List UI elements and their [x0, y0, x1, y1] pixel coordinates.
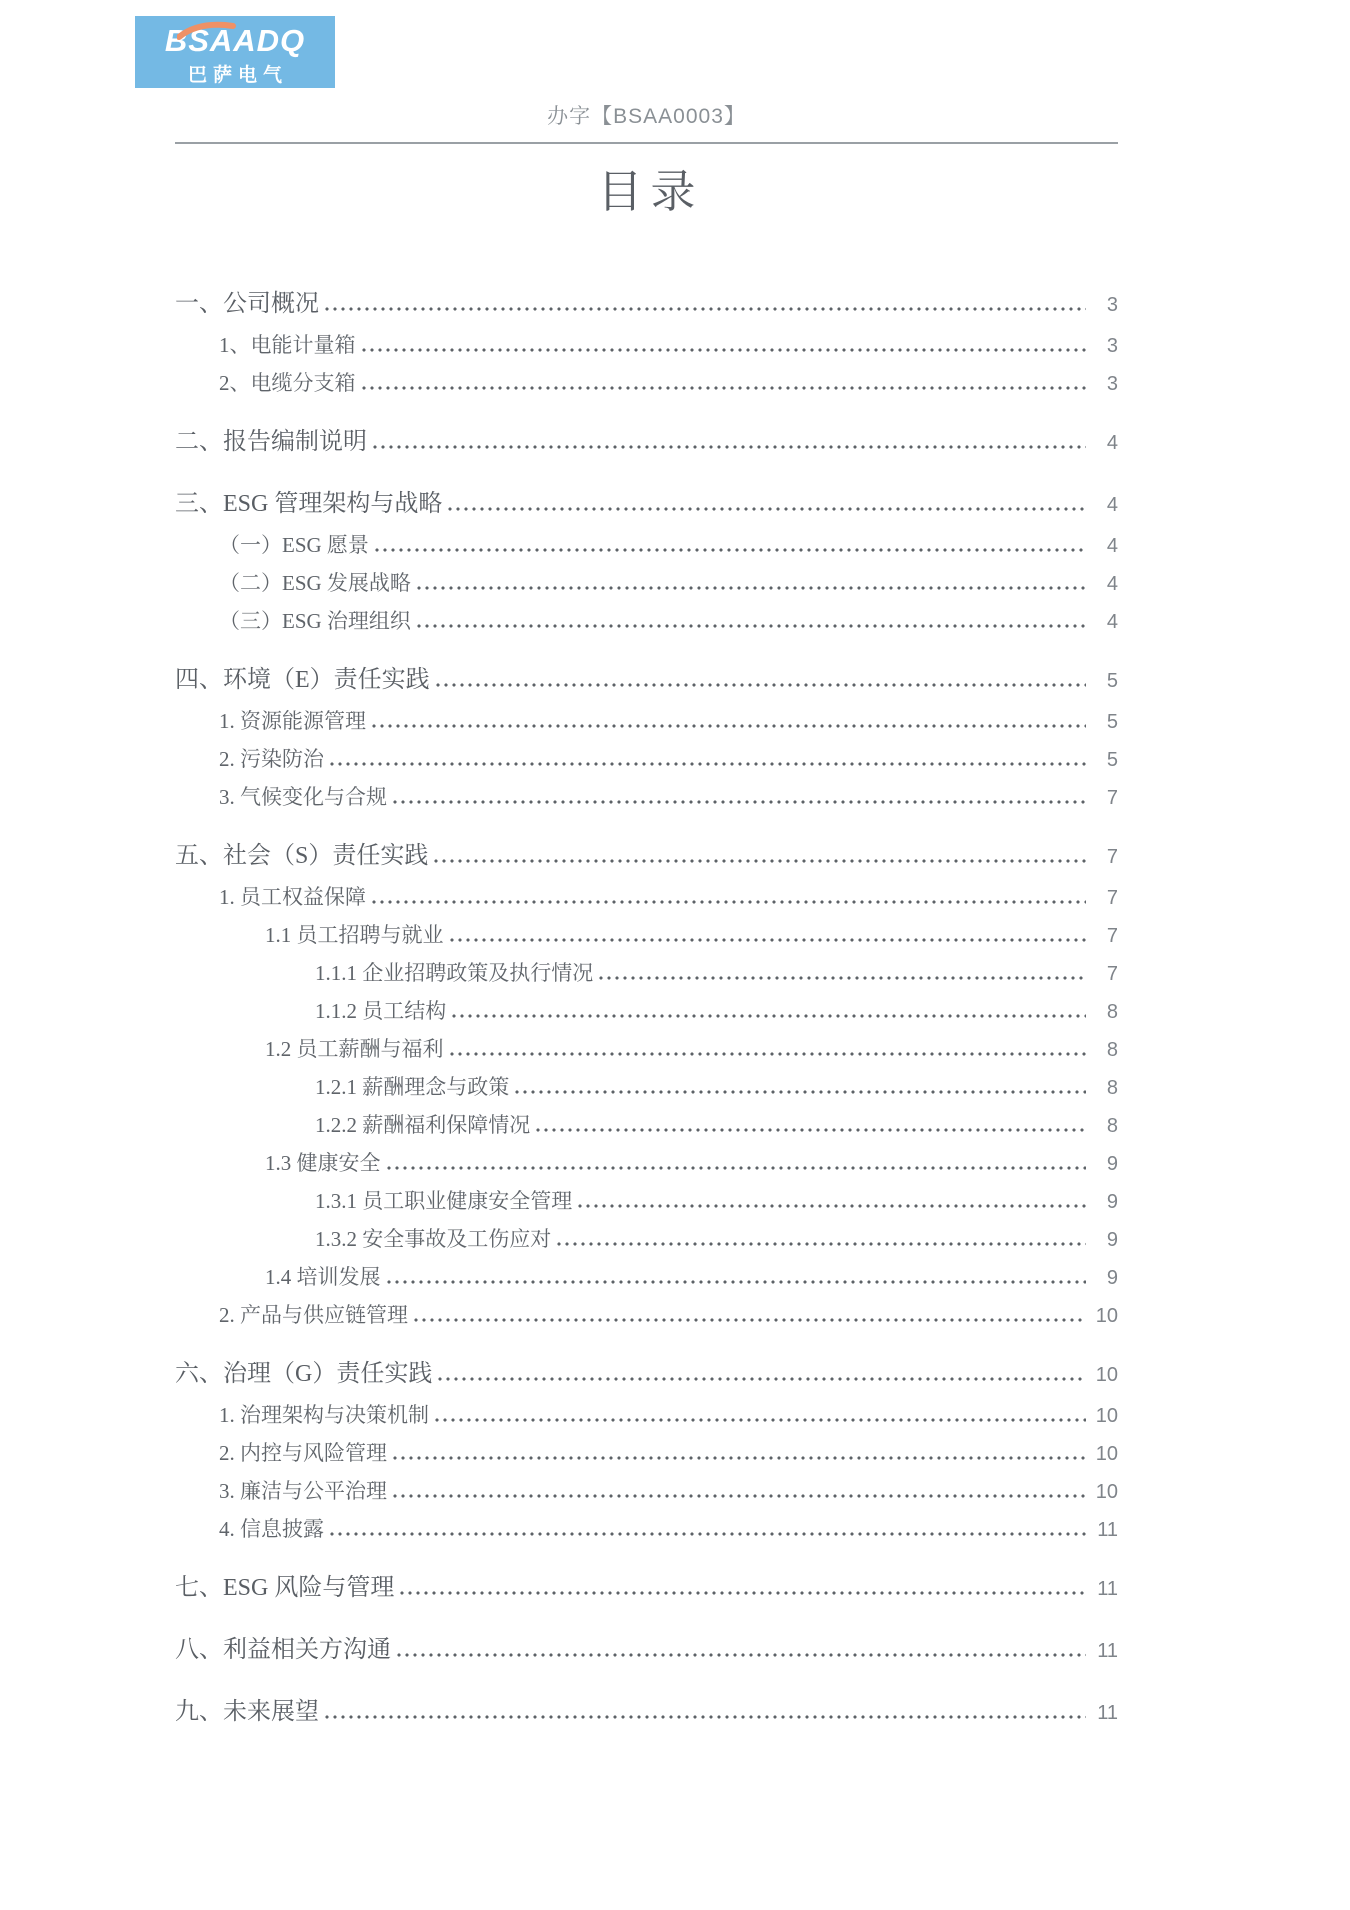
toc-entry-label: 1. 治理架构与决策机制: [219, 1403, 429, 1427]
page-title: 目录: [597, 167, 704, 217]
toc-entry: [175, 364, 1118, 402]
toc-entry: [175, 992, 1118, 1030]
dot-leader: [393, 1456, 1086, 1460]
toc-entry: [175, 1296, 1118, 1334]
toc-entry: [175, 1144, 1118, 1182]
dot-leader: [330, 762, 1086, 766]
toc-entry-label: 1.2.2 薪酬福利保障情况: [315, 1113, 531, 1137]
dot-leader: [372, 900, 1086, 904]
dot-leader: [373, 445, 1086, 449]
dot-leader: [362, 348, 1087, 352]
toc-entry-page: 4: [1106, 432, 1118, 454]
toc-entry-label: 1、电能计量箱: [219, 333, 356, 357]
toc-entry: [175, 702, 1118, 740]
toc-entry: [175, 420, 1118, 464]
dot-leader: [372, 724, 1086, 728]
toc-entry-label: 四、环境（E）责任实践: [175, 667, 430, 693]
toc-entry-page: 5: [1106, 670, 1118, 692]
toc-entry: [175, 1690, 1118, 1734]
toc-entry-label: （二）ESG 发展战略: [219, 571, 411, 595]
toc-entry-page: 10: [1095, 1443, 1118, 1465]
toc-entry-label: （三）ESG 治理组织: [219, 609, 411, 633]
company-logo: [135, 16, 335, 88]
toc-entry: [175, 564, 1118, 602]
dot-leader: [599, 976, 1086, 980]
dot-leader: [417, 624, 1086, 628]
toc-entry-label: 1.2 员工薪酬与福利: [265, 1037, 444, 1061]
toc-entry: [175, 1182, 1118, 1220]
toc-entry-page: 7: [1106, 887, 1118, 909]
toc-entry: [175, 1472, 1118, 1510]
dot-leader: [557, 1242, 1086, 1246]
dot-leader: [417, 586, 1086, 590]
logo-swoosh-icon: [177, 21, 237, 41]
toc-entry: [175, 526, 1118, 564]
dot-leader: [325, 1715, 1086, 1719]
toc-entry-page: 11: [1097, 1640, 1118, 1662]
toc-entry-page: 7: [1106, 925, 1118, 947]
toc-entry: [175, 1106, 1118, 1144]
dot-leader: [387, 1280, 1087, 1284]
toc-entry-page: 4: [1106, 611, 1118, 633]
toc-entry-label: 1.1.1 企业招聘政策及执行情况: [315, 961, 594, 985]
toc-entry: [175, 658, 1118, 702]
toc-entry-label: 九、未来展望: [175, 1699, 319, 1725]
toc-entry-page: 4: [1106, 535, 1118, 557]
dot-leader: [400, 1591, 1086, 1595]
toc-entry-page: 9: [1106, 1153, 1118, 1175]
toc-entry-page: 9: [1106, 1229, 1118, 1251]
toc-entry-label: 1.1.2 员工结构: [315, 999, 447, 1023]
toc-entry: [175, 916, 1118, 954]
toc-entry: [175, 1396, 1118, 1434]
toc-entry: [175, 778, 1118, 816]
dot-leader: [436, 683, 1086, 687]
toc-entry-page: 9: [1106, 1267, 1118, 1289]
toc-entry-page: 11: [1097, 1578, 1118, 1600]
dot-leader: [397, 1653, 1086, 1657]
toc-entry: [175, 954, 1118, 992]
dot-leader: [393, 800, 1086, 804]
toc-entry-page: 7: [1106, 963, 1118, 985]
logo-brand-text: BSAADQ: [164, 23, 306, 58]
toc-entry-label: 1.2.1 薪酬理念与政策: [315, 1075, 510, 1099]
toc-entry-label: 五、社会（S）责任实践: [175, 843, 429, 869]
toc-entry-page: 11: [1097, 1519, 1118, 1541]
toc-entry-label: 2. 产品与供应链管理: [219, 1303, 408, 1327]
dot-leader: [515, 1090, 1086, 1094]
toc-entry: [175, 878, 1118, 916]
toc-entry-label: 三、ESG 管理架构与战略: [175, 491, 443, 517]
toc-entry: [175, 1566, 1118, 1610]
toc-entry-page: 8: [1106, 1001, 1118, 1023]
toc-entry-label: 1.3 健康安全: [265, 1151, 381, 1175]
toc-entry-page: 5: [1106, 749, 1118, 771]
toc-entry-label: 一、公司概况: [175, 291, 319, 317]
dot-leader: [414, 1318, 1086, 1322]
toc-entry: [175, 1628, 1118, 1672]
toc-entry: [175, 1220, 1118, 1258]
toc-entry-page: 3: [1106, 294, 1118, 316]
toc-entry: [175, 1068, 1118, 1106]
dot-leader: [450, 1052, 1087, 1056]
dot-leader: [434, 859, 1086, 863]
dot-leader: [330, 1532, 1086, 1536]
dot-leader: [387, 1166, 1087, 1170]
dot-leader: [375, 548, 1086, 552]
toc-entry-page: 8: [1106, 1077, 1118, 1099]
toc-entry: [175, 740, 1118, 778]
toc-entry: [175, 1434, 1118, 1472]
dot-leader: [438, 1377, 1086, 1381]
toc-entry-label: 3. 廉洁与公平治理: [219, 1479, 387, 1503]
dot-leader: [435, 1418, 1086, 1422]
toc-entry-label: 1. 员工权益保障: [219, 885, 366, 909]
toc-entry-page: 8: [1106, 1039, 1118, 1061]
toc-entry-page: 7: [1106, 846, 1118, 868]
toc-list: [175, 282, 1118, 1734]
document-number: 办字【BSAA0003】: [547, 105, 746, 128]
toc-entry-label: 八、利益相关方沟通: [175, 1637, 391, 1663]
toc-entry-label: 2、电缆分支箱: [219, 371, 356, 395]
toc-entry-page: 3: [1106, 335, 1118, 357]
toc-entry-page: 8: [1106, 1115, 1118, 1137]
dot-leader: [536, 1128, 1086, 1132]
toc-entry-label: 1.1 员工招聘与就业: [265, 923, 444, 947]
dot-leader: [393, 1494, 1086, 1498]
toc-entry-label: （一）ESG 愿景: [219, 533, 369, 557]
toc-entry-page: 10: [1095, 1305, 1118, 1327]
toc-entry-label: 七、ESG 风险与管理: [175, 1575, 395, 1601]
logo-brand-chinese: 巴萨电气: [187, 65, 288, 86]
dot-leader: [448, 507, 1086, 511]
page-header: [0, 0, 1350, 142]
toc-entry-label: 2. 污染防治: [219, 747, 324, 771]
toc-entry-page: 3: [1106, 373, 1118, 395]
toc-entry: [175, 282, 1118, 326]
toc-entry-page: 7: [1106, 787, 1118, 809]
toc-entry-label: 1.3.2 安全事故及工伤应对: [315, 1227, 552, 1251]
toc-entry-label: 2. 内控与风险管理: [219, 1441, 387, 1465]
dot-leader: [362, 386, 1087, 390]
toc-entry-page: 5: [1106, 711, 1118, 733]
toc-entry: [175, 482, 1118, 526]
toc-entry: [175, 1352, 1118, 1396]
toc-entry-page: 4: [1106, 573, 1118, 595]
toc-entry-page: 10: [1095, 1405, 1118, 1427]
toc-entry-label: 1. 资源能源管理: [219, 709, 366, 733]
toc-entry-label: 3. 气候变化与合规: [219, 785, 387, 809]
toc-entry: [175, 834, 1118, 878]
toc-entry-label: 1.3.1 员工职业健康安全管理: [315, 1189, 573, 1213]
dot-leader: [450, 938, 1087, 942]
dot-leader: [578, 1204, 1086, 1208]
toc-entry-page: 4: [1106, 494, 1118, 516]
toc-entry-label: 4. 信息披露: [219, 1517, 324, 1541]
dot-leader: [325, 307, 1086, 311]
toc-entry-label: 1.4 培训发展: [265, 1265, 381, 1289]
header-divider: [175, 142, 1118, 144]
dot-leader: [452, 1014, 1086, 1018]
toc-entry: [175, 1510, 1118, 1548]
toc-entry-page: 10: [1095, 1481, 1118, 1503]
toc-entry: [175, 602, 1118, 640]
toc-entry: [175, 1258, 1118, 1296]
toc-entry: [175, 1030, 1118, 1068]
toc-entry-page: 11: [1097, 1702, 1118, 1724]
toc-entry-page: 9: [1106, 1191, 1118, 1213]
toc-entry-page: 10: [1095, 1364, 1118, 1386]
toc-entry-label: 二、报告编制说明: [175, 429, 367, 455]
toc-entry: [175, 326, 1118, 364]
toc-entry-label: 六、治理（G）责任实践: [175, 1361, 433, 1387]
